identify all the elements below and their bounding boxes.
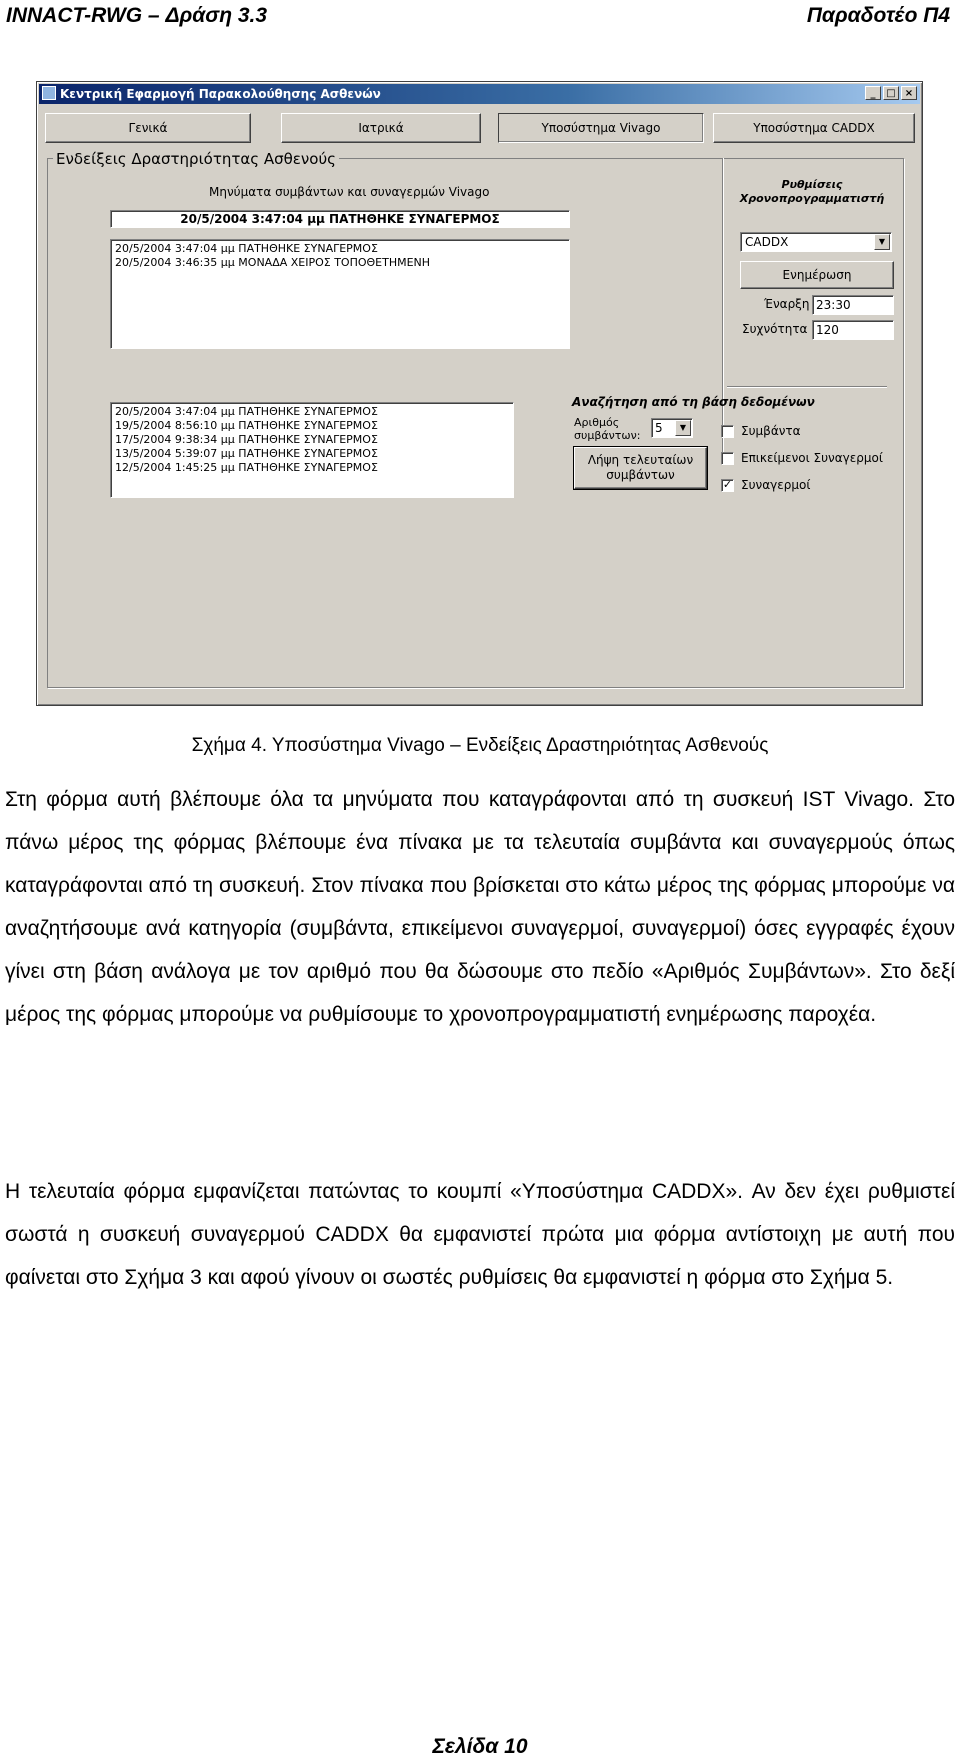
list-item[interactable]: 13/5/2004 5:39:07 μμ ΠΑΤΗΘΗΚΕ ΣΥΝΑΓΕΡΜΟΣ	[115, 447, 378, 460]
list-item[interactable]: 20/5/2004 3:46:35 μμ ΜΟΝΑΔΑ ΧΕΙΡΟΣ ΤΟΠΟΘΕΤΗΜΕΝΗ	[115, 256, 431, 269]
list-item[interactable]: 20/5/2004 3:47:04 μμ ΠΑΤΗΘΗΚΕ ΣΥΝΑΓΕΡΜΟΣ	[115, 405, 378, 418]
list-item[interactable]: 12/5/2004 1:45:25 μμ ΠΑΤΗΘΗΚΕ ΣΥΝΑΓΕΡΜΟΣ	[115, 461, 378, 474]
search-title: Αναζήτηση από τη βάση δεδομένων	[572, 395, 815, 409]
recent-events-list[interactable]	[110, 239, 570, 349]
device-select-value: CADDX	[745, 235, 789, 249]
tab-vivago[interactable]: Υποσύστημα Vivago	[498, 113, 704, 143]
chevron-down-icon[interactable]: ▼	[675, 420, 691, 436]
list-item[interactable]: 17/5/2004 9:38:34 μμ ΠΑΤΗΘΗΚΕ ΣΥΝΑΓΕΡΜΟΣ	[115, 433, 378, 446]
scheduler-title	[737, 178, 887, 206]
fetch-latest-label-line2: συμβάντων	[606, 468, 675, 482]
events-checkbox[interactable]	[721, 425, 734, 438]
scheduler-title-line1: Ρυθμίσεις	[781, 178, 843, 191]
event-count-label	[574, 416, 640, 442]
minimize-button[interactable]: _	[865, 86, 881, 100]
event-count-label-line1: Αριθμός	[574, 416, 620, 429]
db-events-list[interactable]	[110, 402, 514, 498]
start-time-input[interactable]: 23:30	[812, 295, 894, 315]
current-message-field: 20/5/2004 3:47:04 μμ ΠΑΤΗΘΗΚΕ ΣΥΝΑΓΕΡΜΟΣ	[110, 210, 570, 228]
window-title: Κεντρική Εφαρμογή Παρακολούθησης Ασθενών	[60, 87, 381, 101]
tab-caddx[interactable]: Υποσύστημα CADDX	[713, 113, 915, 143]
page-footer: Σελίδα 10	[432, 1735, 528, 1758]
update-button[interactable]: Ενημέρωση	[740, 261, 894, 289]
tab-medical[interactable]: Ιατρικά	[281, 113, 481, 143]
tab-general[interactable]: Γενικά	[45, 113, 251, 143]
vertical-divider	[722, 158, 723, 458]
pending-alarms-checkbox-label: Επικείμενοι Συναγερμοί	[741, 451, 883, 465]
fetch-latest-button[interactable]	[574, 447, 707, 489]
header-right: Παραδοτέο Π4	[806, 4, 950, 27]
list-item[interactable]: 19/5/2004 8:56:10 μμ ΠΑΤΗΘΗΚΕ ΣΥΝΑΓΕΡΜΟΣ	[115, 419, 378, 432]
window-titlebar	[39, 84, 920, 104]
event-count-value: 5	[655, 421, 663, 435]
frequency-label: Συχνότητα	[742, 322, 808, 336]
scheduler-title-line2: Χρονοπρογραμματιστή	[739, 192, 885, 205]
device-select[interactable]	[740, 232, 892, 252]
start-label: Έναρξη	[764, 297, 810, 311]
chevron-down-icon[interactable]: ▼	[874, 234, 890, 250]
figure-caption: Σχήμα 4. Υποσύστημα Vivago – Ενδείξεις Δραστηριότητας Ασθενούς	[191, 735, 769, 756]
events-checkbox-label: Συμβάντα	[741, 424, 801, 438]
list-item[interactable]: 20/5/2004 3:47:04 μμ ΠΑΤΗΘΗΚΕ ΣΥΝΑΓΕΡΜΟΣ	[115, 242, 378, 255]
alarms-checkbox[interactable]: ✓	[722, 478, 733, 491]
paragraph-2: Η τελευταία φόρμα εμφανίζεται πατώντας το κουμπί «Υποσύστημα CADDX». Αν δεν έχει ρυθμιστεί σωστά η συσκευή συναγερμού CADDX θα εμφανιστεί πρώτα μια φόρμα αντίστοιχη με αυτή που φαίνεται στο Σχήμα 3 και αφού γίνουν οι σωστές ρυθμίσεις θα εμφανιστεί η φόρμα στο Σχήμα 5.	[5, 1180, 955, 1289]
group-title: Ενδείξεις Δραστηριότητας Ασθενούς	[53, 150, 339, 168]
messages-caption: Μηνύματα συμβάντων και συναγερμών Vivago	[209, 185, 490, 199]
app-icon	[42, 86, 56, 100]
fetch-latest-label-line1: Λήψη τελευταίων	[587, 453, 694, 467]
paragraph-1: Στη φόρμα αυτή βλέπουμε όλα τα μηνύματα που καταγράφονται από τη συσκευή IST Vivago. Στο πάνω μέρος της φόρμας βλέπουμε ένα πίνακα με τα τελευταία συμβάντα και συναγερμούς όπως καταγράφονται από τη συσκευή. Στον πίνακα που βρίσκεται στο κάτω μέρος της φόρμας μπορούμε να αναζητήσουμε ανά κατηγορία (συμβάντα, επικείμενοι συναγερμοί, συναγερμοί) όσες εγγραφές έχουν γίνει στη βάση ανάλογα με τον αριθμό που θα δώσουμε στο πεδίο «Αριθμός Συμβάντων». Στο δεξί μέρος της φόρμας μπορούμε να ρυθμίσουμε το χρονοπρογραμματιστή ενημέρωσης παροχέα.	[5, 788, 955, 1026]
event-count-select[interactable]	[651, 418, 693, 438]
app-window-screenshot	[36, 81, 923, 706]
pending-alarms-checkbox[interactable]	[721, 452, 734, 465]
header-left: INNACT-RWG – Δράση 3.3	[6, 4, 268, 27]
event-count-label-line2: συμβάντων:	[574, 429, 641, 442]
horizontal-divider	[727, 386, 887, 387]
maximize-button[interactable]: □	[883, 86, 899, 100]
alarms-checkbox-label: Συναγερμοί	[741, 478, 811, 492]
frequency-input[interactable]: 120	[812, 320, 894, 340]
close-button[interactable]: ×	[901, 86, 917, 100]
